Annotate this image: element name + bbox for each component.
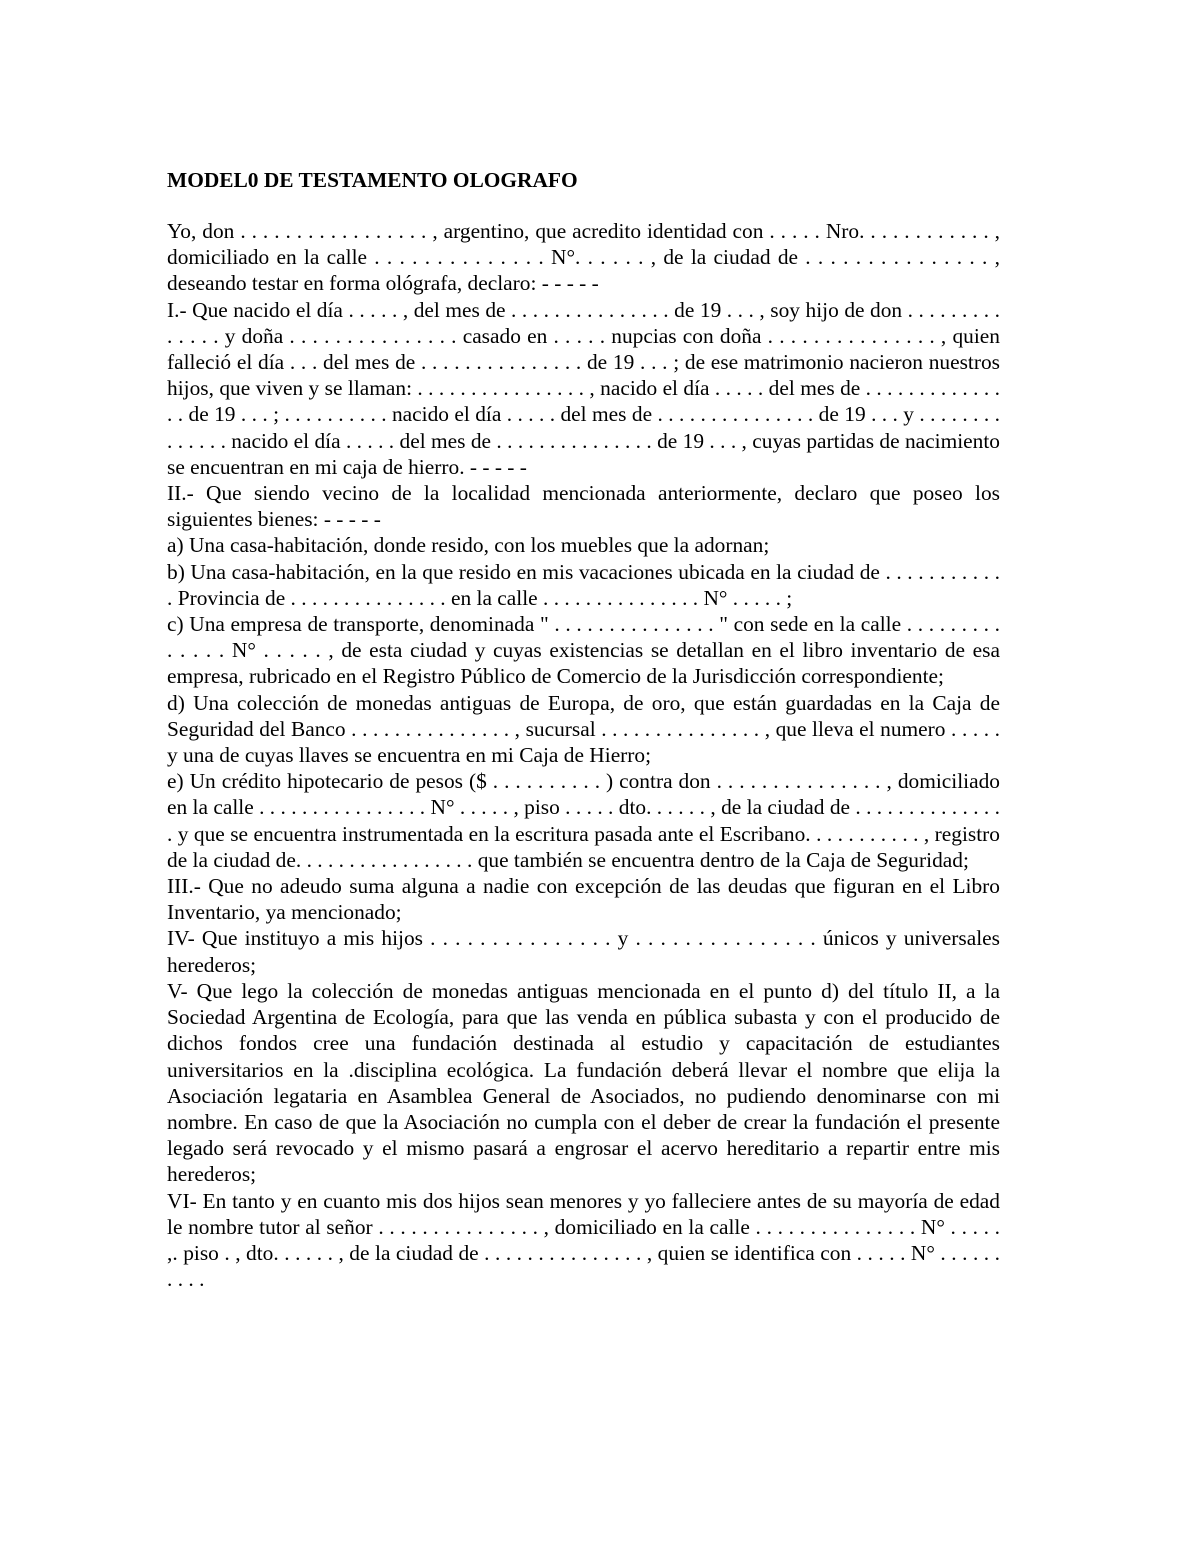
document-body bbox=[167, 167, 1000, 1292]
paragraph-clause-iii: III.- Que no adeudo suma alguna a nadie con excepción de las deudas que figuran en el Libro Inventario, ya mencionado; bbox=[167, 874, 1000, 925]
paragraph-clause-i: I.- Que nacido el día . . . . . , del mes de . . . . . . . . . . . . . . . de 19 . . . , soy hijo de don . . . . . . . . . . . . . . y doña . . . . . . . . . . . . . . . casado en . . . . . nupcias con doña . . . . . . . . . . . . . . . , quien falleció el día . . . del mes de . . . . . . . . . . . . . . . de 19 . . . ; de ese matrimonio nacieron nuestros hijos, que viven y se llaman: . . . . . . . . . . . . . . . . , nacido el día . . . . . del mes de . . . . . . . . . . . . . . . de 19 . . . ; . . . . . . . . . . nacido el día . . . . . del mes de . . . . . . . . . . . . . . . de 19 . . . y . . . . . . . . . . . . . . nacido el día . . . . . del mes de . . . . . . . . . . . . . . . de 19 . . . , cuyas partidas de nacimiento se encuentran en mi caja de hierro. - - - - - bbox=[167, 297, 1000, 479]
paragraph-intro: Yo, don . . . . . . . . . . . . . . . . . , argentino, que acredito identidad con . . . . . Nro. . . . . . . . . . . . , domiciliado en la calle . . . . . . . . . . . . . . N°. . . . . . , de la ciudad de . . . . . . . . . . . . . . . , deseando testar en forma ológrafa, declaro: - - - - - bbox=[167, 219, 1000, 296]
paragraph-item-b: b) Una casa-habitación, en la que resido en mis vacaciones ubicada en la ciudad de . . . . . . . . . . . . Provincia de . . . . . . . . . . . . . . . en la calle . . . . . . . . . . . . . . . N° . . . . . ; bbox=[167, 559, 1000, 610]
paragraph-clause-vi: VI- En tanto y en cuanto mis dos hijos sean menores y yo falleciere antes de su mayoría de edad le nombre tutor al señor . . . . . . . . . . . . . . . , domiciliado en la calle . . . . . . . . . . . . . . . N° . . . . . ,. piso . , dto. . . . . . , de la ciudad de . . . . . . . . . . . . . . . , quien se identifica con . . . . . N° . . . . . . . . . . bbox=[167, 1188, 1000, 1292]
paragraph-clause-v: V- Que lego la colección de monedas antiguas mencionada en el punto d) del título II, a la Sociedad Argentina de Ecología, para que las venda en pública subasta y con el producido de dichos fondos cree una fundación destinada al estudio y capacitación de estudiantes universitarios en la .disciplina ecológica. La fundación deberá llevar el nombre que elija la Asociación legataria en Asamblea General de Asociados, no pudiendo denominarse con mi nombre. En caso de que la Asociación no cumpla con el deber de crear la fundación el presente legado será revocado y el mismo pasará a engrosar el acervo hereditario a repartir entre mis herederos; bbox=[167, 978, 1000, 1187]
paragraph-clause-ii: II.- Que siendo vecino de la localidad mencionada anteriormente, declaro que poseo los siguientes bienes: - - - - - bbox=[167, 481, 1000, 532]
document-title: MODEL0 DE TESTAMENTO OLOGRAFO bbox=[167, 168, 578, 192]
paragraph-item-d: d) Una colección de monedas antiguas de Europa, de oro, que están guardadas en la Caja de Seguridad del Banco . . . . . . . . . . . . . . . , sucursal . . . . . . . . . . . . . . . , que lleva el numero . . . . . y una de cuyas llaves se encuentra en mi Caja de Hierro; bbox=[167, 690, 1000, 768]
paragraph-item-c: c) Una empresa de transporte, denominada " . . . . . . . . . . . . . . . " con sede en la calle . . . . . . . . . . . . . . N° . . . . . , de esta ciudad y cuyas existencias se detallan en el libro inventario de esa empresa, rubricado en el Registro Público de Comercio de la Jurisdicción correspondiente; bbox=[167, 612, 1000, 689]
paragraph-item-e: e) Un crédito hipotecario de pesos ($ . . . . . . . . . . ) contra don . . . . . . . . . . . . . . . , domiciliado en la calle . . . . . . . . . . . . . . . . N° . . . . . , piso . . . . . dto. . . . . . , de la ciudad de . . . . . . . . . . . . . . . y que se encuentra instrumentada en la escritura pasada ante el Escribano. . . . . . . . . . . , registro de la ciudad de. . . . . . . . . . . . . . . . . que también se encuentra dentro de la Caja de Seguridad; bbox=[167, 769, 1000, 872]
paragraph-item-a: a) Una casa-habitación, donde resido, con los muebles que la adornan; bbox=[167, 533, 770, 558]
paragraph-clause-iv: IV- Que instituyo a mis hijos . . . . . . . . . . . . . . . y . . . . . . . . . . . . . . . únicos y universales herederos; bbox=[167, 926, 1000, 977]
